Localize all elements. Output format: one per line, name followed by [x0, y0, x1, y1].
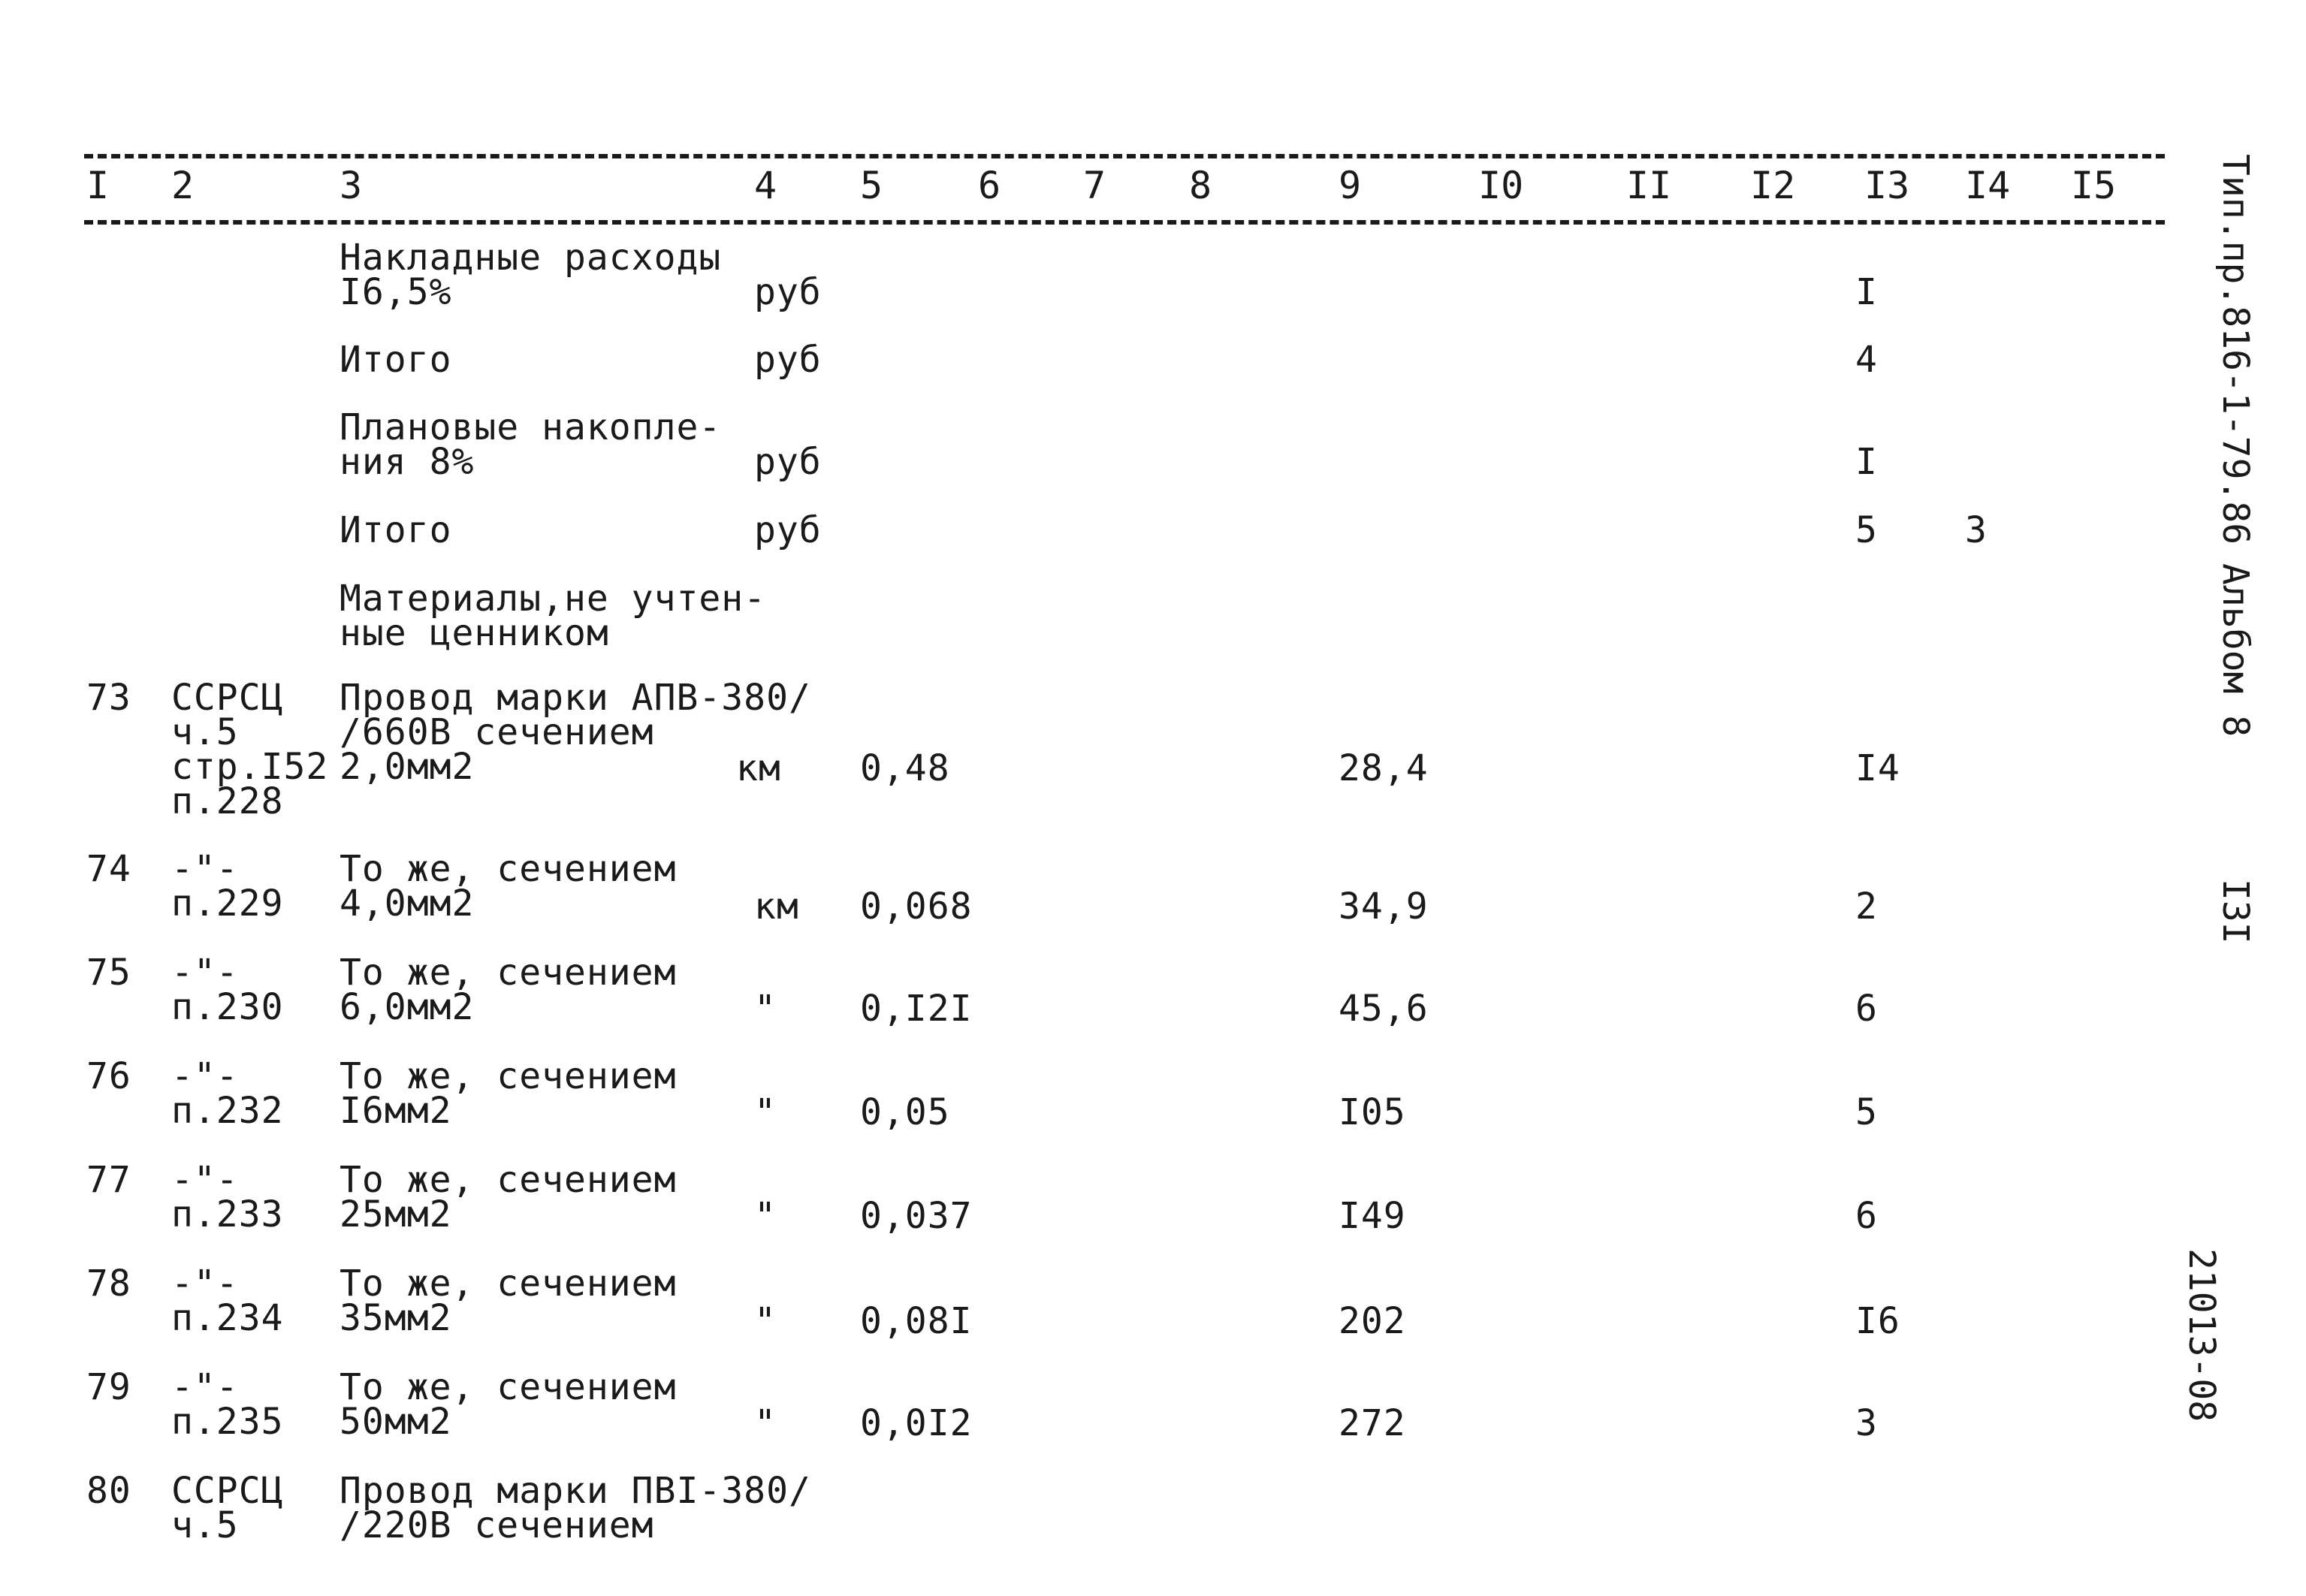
row-unit: " [754, 1091, 777, 1133]
row-number: 74 [86, 848, 131, 890]
row-reference: ССРСЦ ч.5 [171, 1470, 284, 1546]
row-description: То же, сечением I6мм2 [340, 1055, 677, 1132]
row-unit: " [754, 1402, 777, 1444]
row-col13: 6 [1855, 1195, 1878, 1237]
row-reference: -"- п.230 [171, 952, 284, 1028]
row-unit: " [754, 988, 777, 1030]
row-col13: 2 [1855, 885, 1878, 928]
col-header-11: II [1626, 164, 1672, 207]
row-reference: ССРСЦ ч.5 стр.I52 п.228 [171, 677, 329, 822]
col-header-4: 4 [754, 164, 777, 207]
row-col5: 0,068 [860, 885, 973, 928]
row-col5: 0,I2I [860, 988, 973, 1030]
col-header-6: 6 [978, 164, 1001, 207]
row-col9: 45,6 [1339, 988, 1429, 1030]
row-number: 75 [86, 952, 131, 994]
row-description: Накладные расходы I6,5% [340, 237, 722, 313]
row-description: То же, сечением 35мм2 [340, 1263, 677, 1339]
col-header-9: 9 [1339, 164, 1362, 207]
margin-project-code: Тип.пр.816-1-79.86 [2214, 154, 2256, 545]
margin-album: Альбом 8 [2214, 563, 2256, 738]
col-header-7: 7 [1083, 164, 1106, 207]
row-description: Итого [340, 339, 452, 381]
row-unit: " [754, 1300, 777, 1342]
row-description: То же, сечением 50мм2 [340, 1366, 677, 1443]
row-description: Итого [340, 509, 452, 551]
row-description: То же, сечением 25мм2 [340, 1159, 677, 1235]
col-header-15: I5 [2071, 164, 2117, 207]
col-header-1: I [86, 164, 110, 207]
row-reference: -"- п.233 [171, 1159, 284, 1235]
col-header-2: 2 [171, 164, 195, 207]
row-col13: 4 [1855, 339, 1878, 381]
row-unit: руб [754, 271, 822, 313]
row-col5: 0,05 [860, 1091, 950, 1133]
row-col5: 0,0I2 [860, 1402, 973, 1444]
row-unit: руб [754, 339, 822, 381]
row-col14: 3 [1965, 509, 1988, 551]
row-reference: -"- п.232 [171, 1055, 284, 1132]
row-unit: " [754, 1195, 777, 1237]
header-dashed-rule [84, 220, 2165, 225]
row-col5: 0,08I [860, 1300, 973, 1342]
row-col13: 5 [1855, 509, 1878, 551]
margin-document-code: 21013-08 [2181, 1248, 2223, 1423]
col-header-14: I4 [1965, 164, 2011, 207]
col-header-8: 8 [1189, 164, 1212, 207]
row-col9: 34,9 [1339, 885, 1429, 928]
row-number: 78 [86, 1263, 131, 1305]
row-number: 80 [86, 1470, 131, 1512]
col-header-13: I3 [1864, 164, 1910, 207]
row-col5: 0,48 [860, 747, 950, 789]
row-unit: км [736, 747, 781, 789]
row-number: 79 [86, 1366, 131, 1408]
row-reference: -"- п.235 [171, 1366, 284, 1443]
col-header-3: 3 [340, 164, 363, 207]
row-col13: 6 [1855, 988, 1878, 1030]
top-dashed-rule [84, 154, 2165, 158]
col-header-5: 5 [860, 164, 883, 207]
row-col13: 3 [1855, 1402, 1878, 1444]
row-col9: I05 [1339, 1091, 1406, 1133]
row-col9: 272 [1339, 1402, 1406, 1444]
row-description: То же, сечением 4,0мм2 [340, 848, 677, 925]
row-col13: 5 [1855, 1091, 1878, 1133]
row-col9: I49 [1339, 1195, 1406, 1237]
row-reference: -"- п.234 [171, 1263, 284, 1339]
margin-page-number: I3I [2214, 879, 2256, 944]
row-col9: 28,4 [1339, 747, 1429, 789]
row-unit: руб [754, 509, 822, 551]
row-col5: 0,037 [860, 1195, 973, 1237]
row-description: Провод марки АПВ-380/ /660В сечением 2,0мм2 [340, 677, 811, 788]
row-reference: -"- п.229 [171, 848, 284, 925]
row-description: Материалы,не учтен- ные ценником [340, 578, 767, 654]
row-description: Плановые накопле- ния 8% [340, 406, 722, 483]
row-unit: руб [754, 441, 822, 483]
col-header-12: I2 [1750, 164, 1796, 207]
row-col13: I [1855, 441, 1878, 483]
row-unit: км [754, 885, 799, 928]
row-number: 73 [86, 677, 131, 719]
row-description: То же, сечением 6,0мм2 [340, 952, 677, 1028]
row-number: 77 [86, 1159, 131, 1201]
row-col13: I6 [1855, 1300, 1900, 1342]
row-description: Провод марки ПВI-380/ /220В сечением [340, 1470, 811, 1546]
col-header-10: I0 [1478, 164, 1524, 207]
row-col13: I4 [1855, 747, 1900, 789]
row-col13: I [1855, 271, 1878, 313]
row-number: 76 [86, 1055, 131, 1097]
row-col9: 202 [1339, 1300, 1406, 1342]
